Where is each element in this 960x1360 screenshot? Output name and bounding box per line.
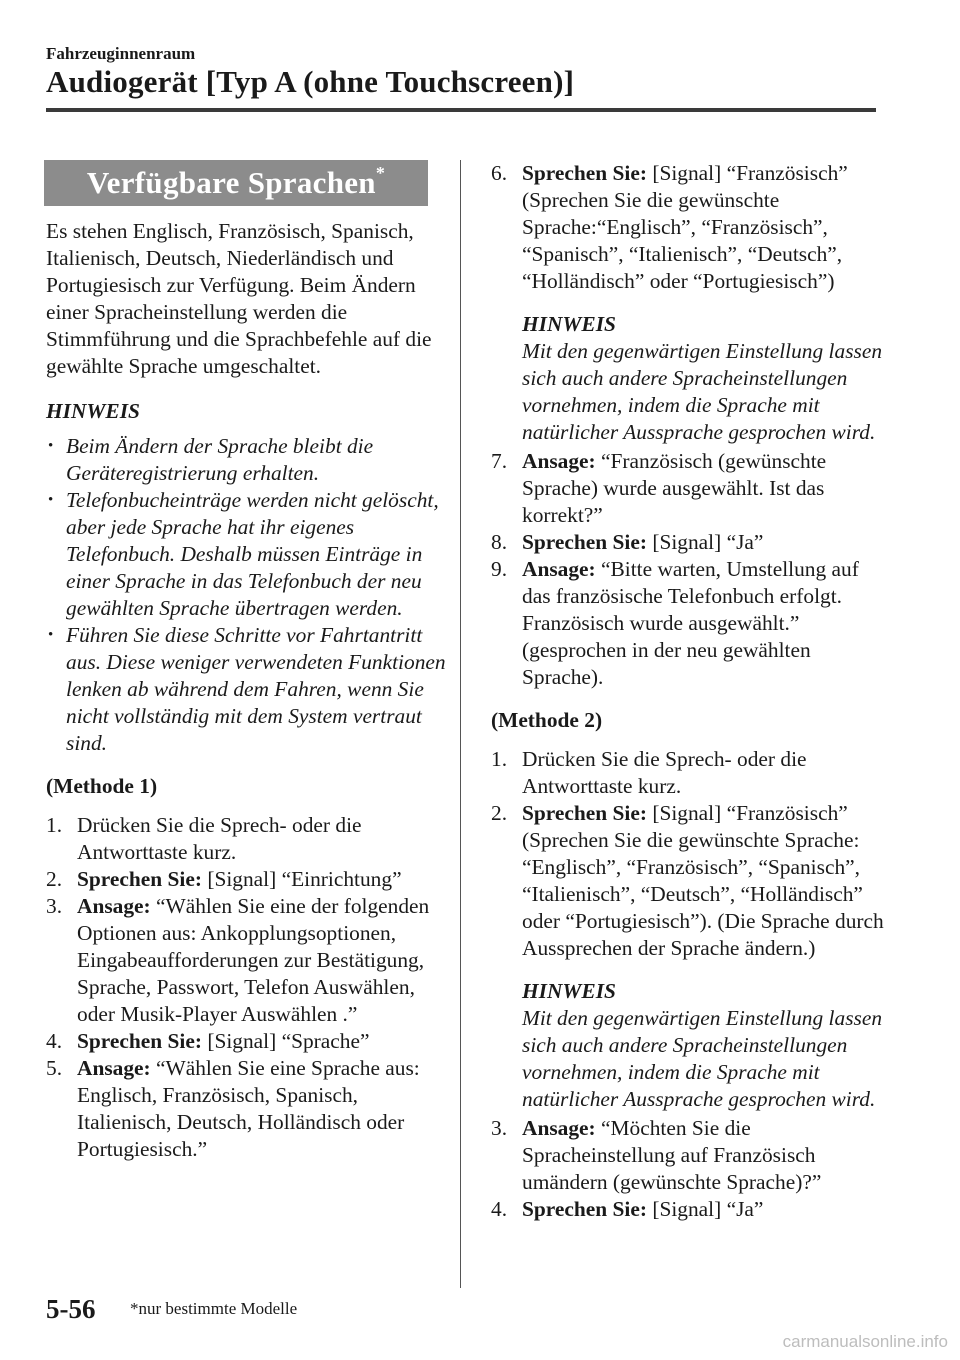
step-speaker: Sprechen Sie:: [77, 867, 202, 891]
hinweis-bullets: [46, 433, 446, 757]
section-title: Verfügbare Sprachen*: [44, 160, 428, 206]
step-number: 4.: [46, 1029, 63, 1053]
step-number: 6.: [491, 161, 508, 185]
step-speaker: Ansage:: [522, 1116, 596, 1140]
step-number: 1.: [46, 813, 63, 837]
step-item: [491, 448, 891, 529]
step-item: [491, 800, 891, 962]
step-item: [46, 1028, 446, 1055]
step-item: [46, 866, 446, 893]
step-item: [491, 746, 891, 800]
note-text: Mit den gegenwärtigen Einstellung lassen sich auch andere Spracheinstellungen vornehmen, indem die Sprache mit natürlicher Aussprache gesprochen wird.: [522, 1006, 883, 1111]
bullet-item: • Beim Ändern der Sprache bleibt die Geräteregistrierung erhalten.: [46, 433, 446, 487]
step-item: [46, 1055, 446, 1163]
step-text: [Signal] “Sprache”: [201, 1029, 370, 1053]
left-column: [46, 160, 446, 1163]
watermark: carmanualsonline.info: [782, 1332, 948, 1351]
step-number: 9.: [491, 557, 508, 581]
step-number: 4.: [491, 1197, 508, 1221]
step-text: “Wählen Sie eine der folgenden Optionen aus: Ankopplungsoptionen, Eingabeaufforderungen zur Bestätigung, Sprache, Passwort, Telefon Auswählen, oder Musik-Player Auswählen .”: [77, 894, 430, 1026]
step-number: 5.: [46, 1056, 63, 1080]
methode-2-label: (Methode 2): [491, 708, 603, 732]
step-item: [491, 1115, 891, 1196]
methode-1-steps: [46, 812, 446, 1163]
bullet-item: • Führen Sie diese Schritte vor Fahrtantritt aus. Diese weniger verwendeten Funktionen lenken ab während dem Fahren, wenn Sie nicht vollständig mit dem System vertraut sind.: [46, 622, 446, 757]
step-speaker: Ansage:: [522, 557, 596, 581]
methode-1-label: (Methode 1): [46, 774, 158, 798]
step-speaker: Ansage:: [522, 449, 596, 473]
page-number: 5-56: [46, 1294, 96, 1324]
column-divider: [460, 160, 461, 1288]
page-title: Audiogerät [Typ A (ohne Touchscreen)]: [46, 64, 575, 99]
step-text: [Signal] “Ja”: [646, 530, 764, 554]
step-text: Drücken Sie die Sprech- oder die Antworttaste kurz.: [522, 747, 807, 798]
note-label: HINWEIS: [522, 312, 616, 336]
note-label: HINWEIS: [522, 979, 616, 1003]
steps-6: [491, 160, 891, 295]
step-speaker: Sprechen Sie:: [522, 530, 647, 554]
step-speaker: Sprechen Sie:: [522, 1197, 647, 1221]
hinweis-label: HINWEIS: [46, 399, 140, 423]
step-text: “Bitte warten, Umstellung auf das französische Telefonbuch erfolgt. Französisch wurde ausgewählt.” (gesprochen in der neu gewählten Sprache).: [522, 557, 859, 689]
step-number: 3.: [491, 1116, 508, 1140]
header-section-label: Fahrzeuginnenraum: [46, 44, 196, 63]
step-text: “Möchten Sie die Spracheinstellung auf Französisch umändern (gewünschte Sprache)?”: [522, 1116, 822, 1194]
step-number: 2.: [491, 801, 508, 825]
step-number: 3.: [46, 894, 63, 918]
step-text: [Signal] “Einrichtung”: [201, 867, 402, 891]
methode-2-steps: [491, 746, 891, 962]
step-item: [491, 556, 891, 691]
step-speaker: Sprechen Sie:: [522, 801, 647, 825]
footnote: *nur bestimmte Modelle: [130, 1299, 298, 1318]
step-text: “Wählen Sie eine Sprache aus: Englisch, Französisch, Spanisch, Italienisch, Deutsch, Holländisch oder Portugiesisch.”: [77, 1056, 420, 1161]
step-speaker: Sprechen Sie:: [77, 1029, 202, 1053]
step-speaker: Ansage:: [77, 1056, 151, 1080]
section-title-mark: *: [375, 162, 386, 183]
step-text: Drücken Sie die Sprech- oder die Antworttaste kurz.: [77, 813, 362, 864]
step-item: [46, 812, 446, 866]
bullet-item: • Telefonbucheinträge werden nicht gelöscht, aber jede Sprache hat ihr eigenes Telefonbuch. Deshalb müssen Einträge in einer Sprache in das Telefonbuch der neu gewählten Sprache übertragen werden.: [46, 487, 446, 622]
step-text: [Signal] “Französisch” (Sprechen Sie die gewünschte Sprache: “Englisch”, “Französisch”, “Spanisch”, “Italienisch”, “Deutsch”, “Holländisch” oder “Portugiesisch”). (Die Sprache durch Aussprechen der Sprache ändern.): [522, 801, 884, 960]
step-number: 7.: [491, 449, 508, 473]
hinweis-note-2: [491, 978, 891, 1113]
step-item: [46, 893, 446, 1028]
step-text: [Signal] “Französisch” (Sprechen Sie die gewünschte Sprache:“Englisch”, “Französisch”, “Spanisch”, “Italienisch”, “Deutsch”, “Holländisch” oder “Portugiesisch”): [522, 161, 848, 293]
hinweis-note-1: [491, 311, 891, 446]
step-number: 2.: [46, 867, 63, 891]
step-number: 8.: [491, 530, 508, 554]
step-speaker: Ansage:: [77, 894, 151, 918]
step-item: [491, 1196, 891, 1223]
note-text: Mit den gegenwärtigen Einstellung lassen sich auch andere Spracheinstellungen vornehmen, indem die Sprache mit natürlicher Aussprache gesprochen wird.: [522, 339, 883, 444]
right-column: [491, 160, 891, 1223]
intro-text: Es stehen Englisch, Französisch, Spanisch, Italienisch, Deutsch, Niederländisch und Portugiesisch zur Verfügung. Beim Ändern einer Spracheinstellung werden die Stimmführung und die Sprachbefehle auf die gewählte Sprache umgeschaltet.: [46, 219, 432, 378]
step-speaker: Sprechen Sie:: [522, 161, 647, 185]
step-number: 1.: [491, 747, 508, 771]
header-rule: [46, 108, 876, 112]
step-item: [491, 529, 891, 556]
step-item: [491, 160, 891, 295]
steps-7-9: [491, 448, 891, 691]
methode-2-steps-cont: [491, 1115, 891, 1223]
step-text: “Französisch (gewünschte Sprache) wurde ausgewählt. Ist das korrekt?”: [522, 449, 827, 527]
step-text: [Signal] “Ja”: [646, 1197, 764, 1221]
